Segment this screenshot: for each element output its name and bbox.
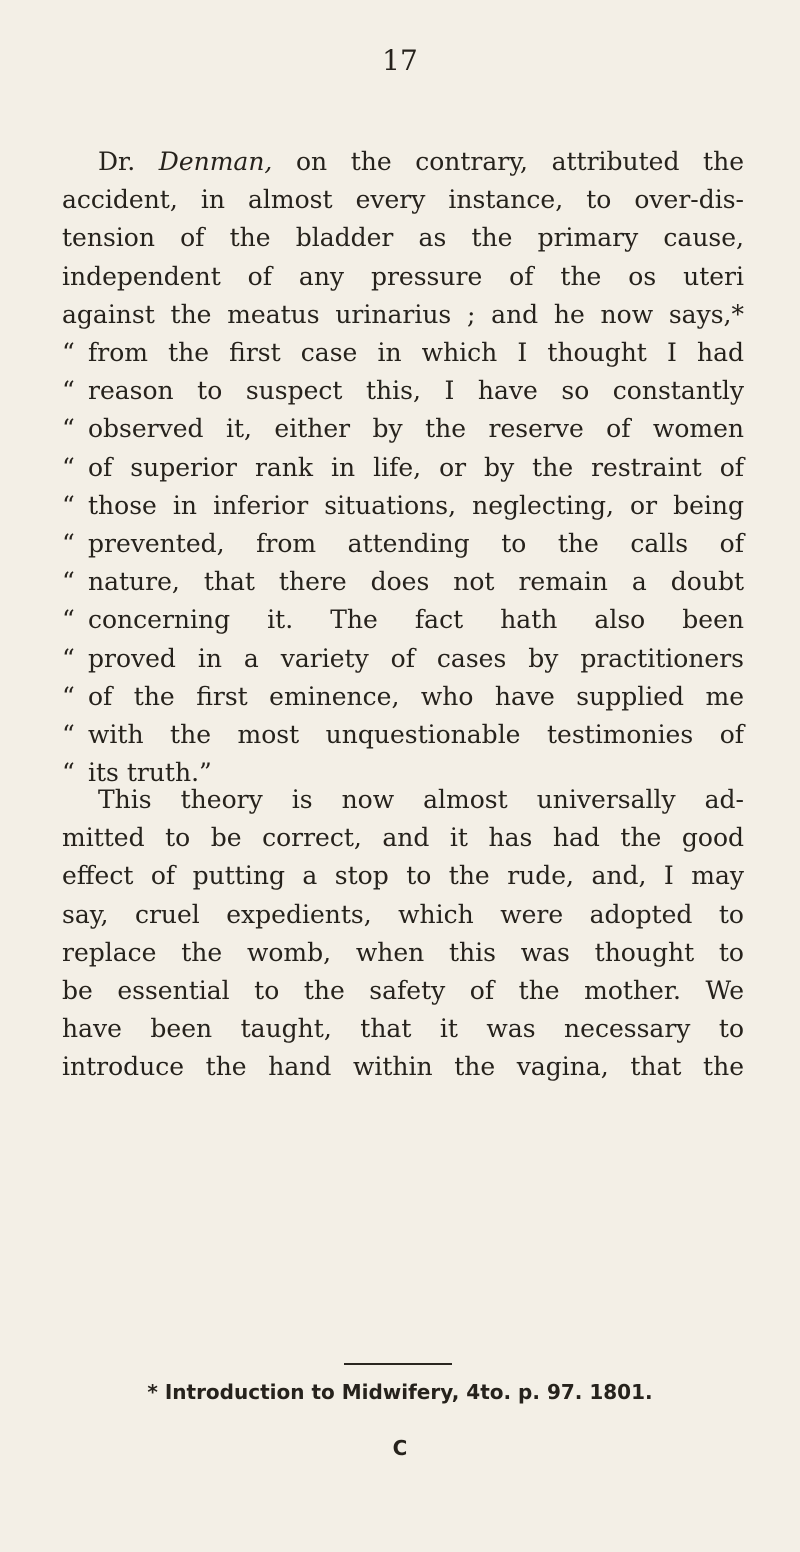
quoted-line: “ nature, that there does not remain a doubt [62, 563, 744, 601]
paragraph-line: replace the womb, when this was thought to [62, 937, 744, 967]
footnote: * Introduction to Midwifery, 4to. p. 97. 1801. [147, 1380, 653, 1404]
quoted-line: “ its truth.” [62, 754, 744, 792]
paragraph-line: against the meatus urinarius ; and he now says,* [62, 299, 744, 329]
paragraph-line: effect of putting a stop to the rude, and, I may [62, 861, 744, 891]
paragraph-line: accident, in almost every instance, to over-dis- [62, 185, 744, 215]
quoted-line: “ proved in a variety of cases by practitioners [62, 640, 744, 678]
quoted-line: “ of the first eminence, who have supplied me [62, 678, 744, 716]
quote-mark: “ [62, 376, 75, 406]
quoted-line: “ from the first case in which I thought I had [62, 334, 744, 372]
quoted-line: “ with the most unquestionable testimonies of [62, 716, 744, 754]
author-name: Denman, [158, 147, 273, 176]
quoted-line: “ observed it, either by the reserve of women [62, 410, 744, 448]
paragraph-1 [62, 143, 744, 792]
quote-mark: “ [62, 758, 75, 788]
paragraph-line: be essential to the safety of the mother. We [62, 976, 744, 1006]
paragraph-line: independent of any pressure of the os uteri [62, 261, 744, 291]
quoted-line: “ reason to suspect this, I have so constantly [62, 372, 744, 410]
paragraph-line: introduce the hand within the vagina, that the [62, 1052, 744, 1082]
page-number: 17 [382, 44, 418, 77]
paragraph-line: tension of the bladder as the primary cause, [62, 223, 744, 253]
line-prefix: Dr. [98, 147, 159, 176]
quote-mark: “ [62, 605, 75, 635]
paragraph-line: mitted to be correct, and it has had the good [62, 823, 744, 853]
quote-mark: “ [62, 720, 75, 750]
quote-mark: “ [62, 338, 75, 368]
quote-mark: “ [62, 567, 75, 597]
paragraph-line: have been taught, that it was necessary to [62, 1014, 744, 1044]
quote-mark: “ [62, 414, 75, 444]
line-rest: on the contrary, attributed the [272, 147, 744, 176]
quote-mark: “ [62, 643, 75, 673]
quoted-line: “ those in inferior situations, neglecting, or being [62, 487, 744, 525]
quote-mark: “ [62, 529, 75, 559]
quoted-line: “ prevented, from attending to the calls of [62, 525, 744, 563]
paragraph-line: say, cruel expedients, which were adopted to [62, 899, 744, 929]
quoted-line: “ of superior rank in life, or by the restraint of [62, 449, 744, 487]
paragraph-line: This theory is now almost universally ad- [98, 785, 744, 814]
quote-mark: “ [62, 681, 75, 711]
quote-mark: “ [62, 452, 75, 482]
paragraph-line [62, 143, 744, 181]
quote-mark: “ [62, 490, 75, 520]
paragraph-2 [62, 781, 744, 1087]
quoted-line: “ concerning it. The fact hath also been [62, 601, 744, 639]
signature-mark: C [392, 1436, 408, 1460]
footnote-divider [344, 1363, 452, 1365]
